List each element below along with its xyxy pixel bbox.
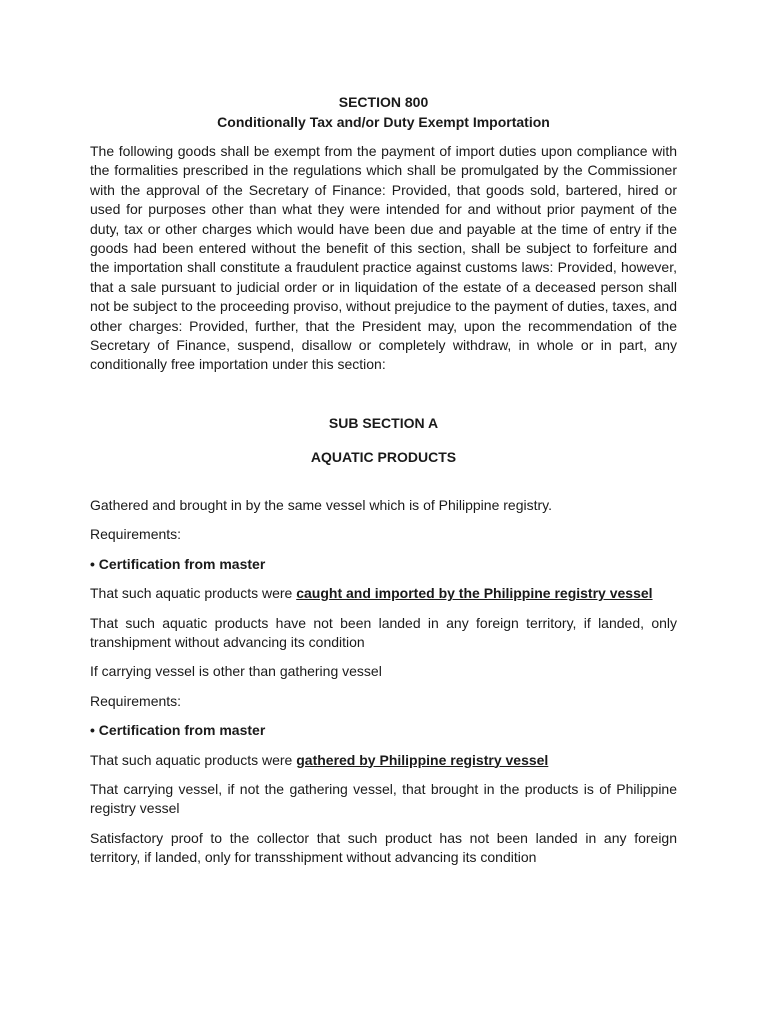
section-subtitle: Conditionally Tax and/or Duty Exempt Importation [217, 114, 550, 130]
document-page [90, 92, 677, 868]
gathered-line: Gathered and brought in by the same vessel which is of Philippine registry. [90, 496, 552, 513]
gathered-emphasis: gathered by Philippine registry vessel [296, 751, 549, 768]
section-title: SECTION 800 [338, 94, 429, 110]
proof-requirement: Satisfactory proof to the collector that such product has not been landed in any foreign territory, if landed, only for transshipment without advancing its condition [90, 829, 677, 866]
subsection-title: SUB SECTION A [328, 414, 439, 431]
caught-emphasis: caught and imported by the Philippine registry vessel [296, 585, 653, 602]
caught-prefix: That such aquatic products were [90, 585, 297, 602]
gathered-requirement [90, 751, 677, 770]
carrying-vessel-condition: If carrying vessel is other than gathering vessel [90, 663, 382, 680]
requirements-label: Requirements: [90, 692, 182, 709]
intro-paragraph: The following goods shall be exempt from the payment of import duties upon compliance with the formalities prescribed in the regulations which shall be promulgated by the Commissioner with the approval of the Secretary of Finance: Provided, that goods sold, bartered, hired or used for purposes other than what they were intended for and without prior payment of the duty, tax or other charges which would have been due and payable at the time of entry if the goods had been entered without the benefit of this section, shall be subject to forfeiture and the importation shall constitute a fraudulent practice against customs laws: Provided, however, that a sale pursuant to judicial order or in liquidation of the estate of a deceased person shall not be subject to the proceeding proviso, without prejudice to the payment of duties, taxes, and other charges: Provided, further, that the President may, upon the recommendation of the Secretary of Finance, suspend, disallow or completely withdraw, in whole or in part, any conditionally free importation under this section: [90, 143, 677, 373]
carrying-vessel-requirement: That carrying vessel, if not the gathering vessel, that brought in the products is of Philippine registry vessel [90, 780, 677, 817]
certification-item: • Certification from master [90, 722, 266, 739]
certification-item: • Certification from master [90, 555, 266, 572]
requirements-label: Requirements: [90, 526, 182, 543]
caught-requirement [90, 584, 677, 603]
subsection-heading: AQUATIC PRODUCTS [310, 448, 457, 465]
gathered-prefix: That such aquatic products were [90, 751, 297, 768]
not-landed-requirement: That such aquatic products have not been landed in any foreign territory, if landed, only transhipment without advancing its condition [90, 614, 677, 650]
